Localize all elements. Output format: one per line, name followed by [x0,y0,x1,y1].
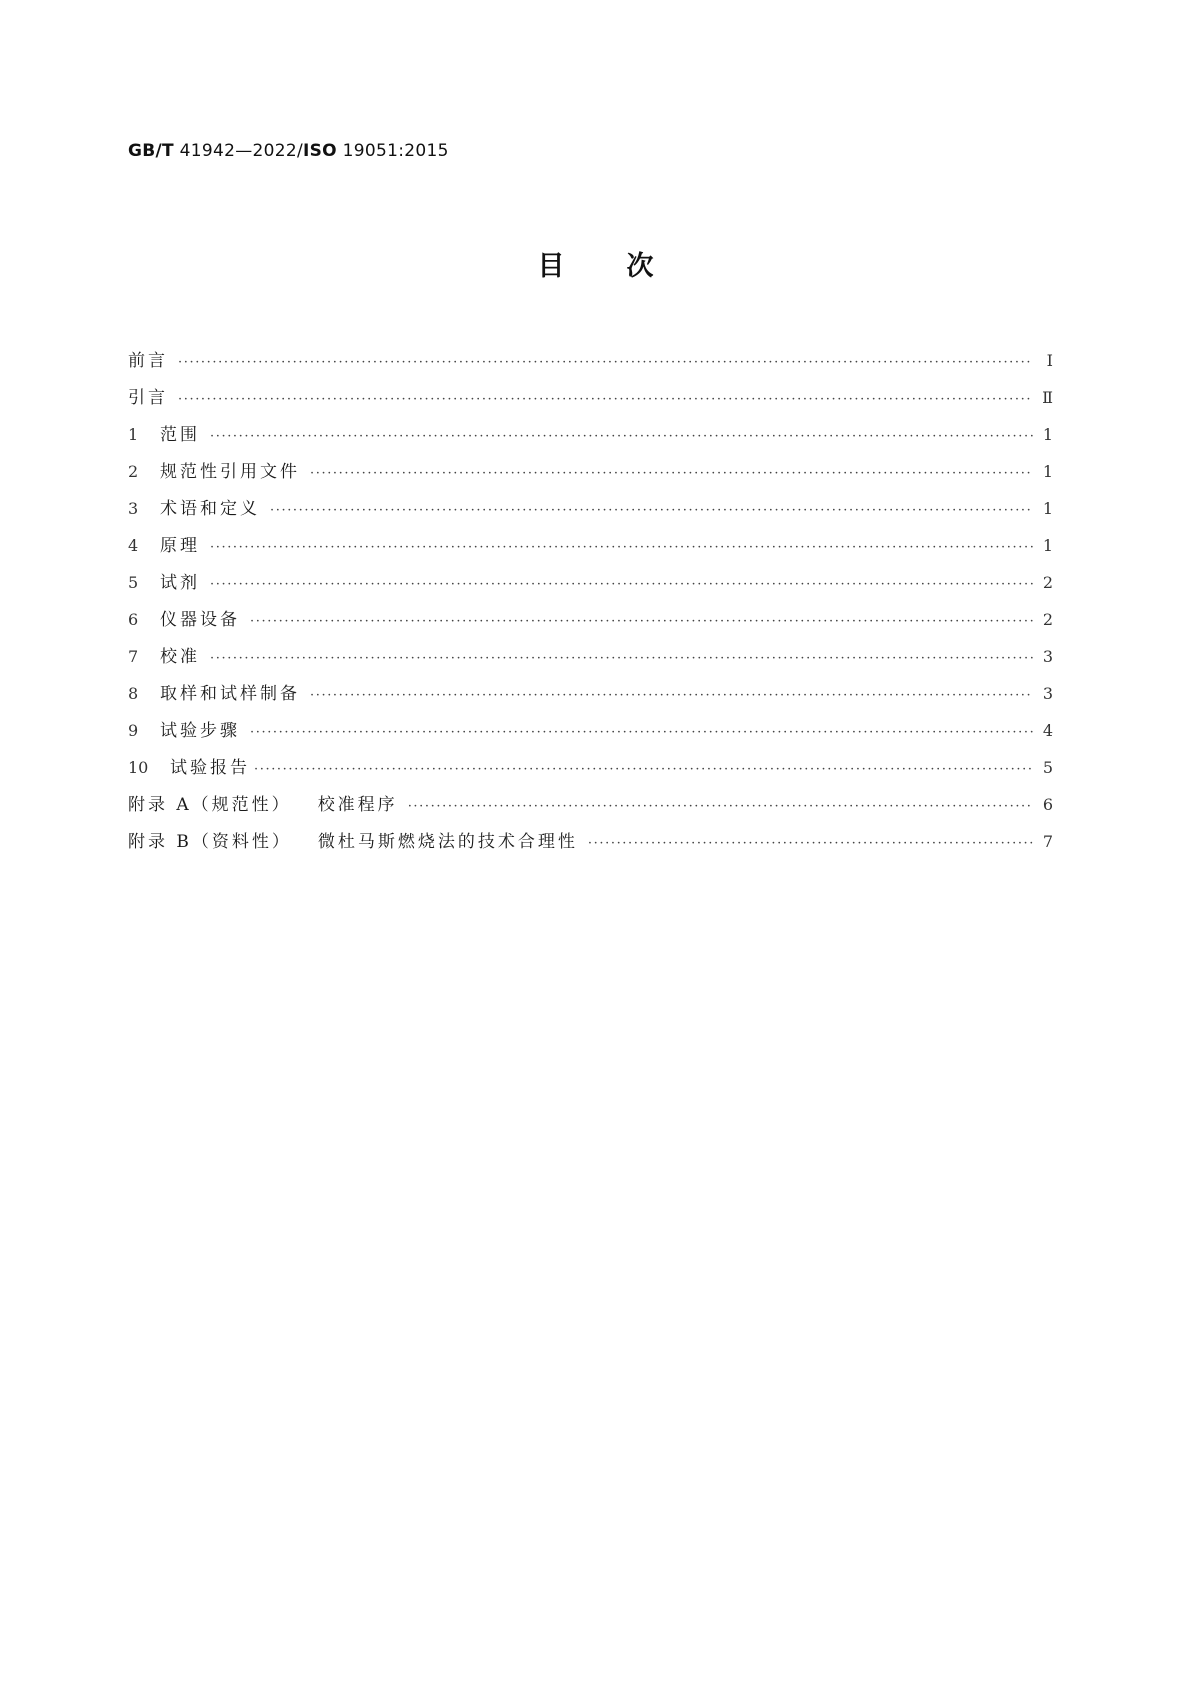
toc-page-number: Ⅱ [1042,388,1053,407]
toc-section-number: 4 [128,536,139,555]
toc-label: 微杜马斯燃烧法的技术合理性 [317,832,578,852]
toc-entry-section-6[interactable] [128,601,1053,638]
toc-page-number: 6 [1042,795,1053,814]
toc-section-number: 6 [128,610,139,629]
toc-section-number: 8 [128,684,139,703]
leader-dots [250,714,1033,751]
leader-dots [588,825,1033,862]
toc-label: 原理 [160,536,200,556]
toc-page-number: 1 [1042,536,1053,555]
toc-page-number: 1 [1042,499,1053,518]
toc-label: 校准 [160,647,200,667]
toc-label: 取样和试样制备 [160,684,300,704]
leader-dots [408,788,1033,825]
leader-dots [310,677,1033,714]
toc-entry-section-8[interactable] [128,675,1053,712]
toc-page-number: 2 [1042,573,1053,592]
toc-entry-section-1[interactable] [128,416,1053,453]
toc-page-number: 2 [1042,610,1053,629]
toc-page-number: 3 [1042,684,1053,703]
leader-dots [254,751,1033,788]
toc-page-number: Ⅰ [1046,351,1053,370]
toc-label: 校准程序 [317,795,398,815]
std-code: GB/T [128,141,174,161]
toc-entry-introduction[interactable] [128,379,1053,416]
toc-section-number: 2 [128,462,139,481]
table-of-contents [128,342,1053,860]
toc-label: 试剂 [160,573,200,593]
toc-entry-annex-b[interactable] [128,823,1053,860]
toc-entry-section-4[interactable] [128,527,1053,564]
leader-dots [210,529,1033,566]
toc-page-number: 1 [1042,425,1053,444]
toc-page-number: 3 [1042,647,1053,666]
iso-code-number: 19051:2015 [336,141,449,161]
page-title: 目次 [537,251,716,282]
toc-label: 规范性引用文件 [160,462,300,482]
toc-section-number: 5 [128,573,139,592]
leader-dots [178,344,1033,381]
toc-section-number: 1 [128,425,139,444]
toc-section-number: 10 [128,758,149,777]
toc-entry-annex-a[interactable] [128,786,1053,823]
toc-entry-section-2[interactable] [128,453,1053,490]
toc-label: 仪器设备 [160,610,240,630]
toc-entry-section-5[interactable] [128,564,1053,601]
toc-page-number: 1 [1042,462,1053,481]
toc-label: 前言 [128,351,168,371]
toc-section-number: 3 [128,499,139,518]
leader-dots [210,566,1033,603]
toc-entry-section-3[interactable] [128,490,1053,527]
leader-dots [310,455,1033,492]
toc-entry-section-7[interactable] [128,638,1053,675]
std-code-number: 41942—2022/ [173,141,303,161]
leader-dots [210,418,1033,455]
toc-section-number: 7 [128,647,139,666]
toc-label: 范围 [160,425,200,445]
toc-page-number: 7 [1042,832,1053,851]
toc-page-number: 5 [1042,758,1053,777]
toc-section-number: 9 [128,721,139,740]
toc-entry-foreword[interactable] [128,342,1053,379]
toc-label: 试验报告 [170,758,250,778]
leader-dots [270,492,1033,529]
toc-label: 术语和定义 [160,499,260,519]
standard-number [128,141,449,161]
toc-page-number: 4 [1042,721,1053,740]
leader-dots [210,640,1033,677]
toc-label: 引言 [128,388,168,408]
toc-annex-prefix: 附录 B（资料性） [128,832,292,852]
iso-code: ISO [303,141,337,161]
leader-dots [178,381,1033,418]
toc-entry-section-9[interactable] [128,712,1053,749]
toc-label: 试验步骤 [160,721,240,741]
toc-entry-section-10[interactable] [128,749,1053,786]
toc-annex-prefix: 附录 A（规范性） [128,795,292,815]
leader-dots [250,603,1033,640]
